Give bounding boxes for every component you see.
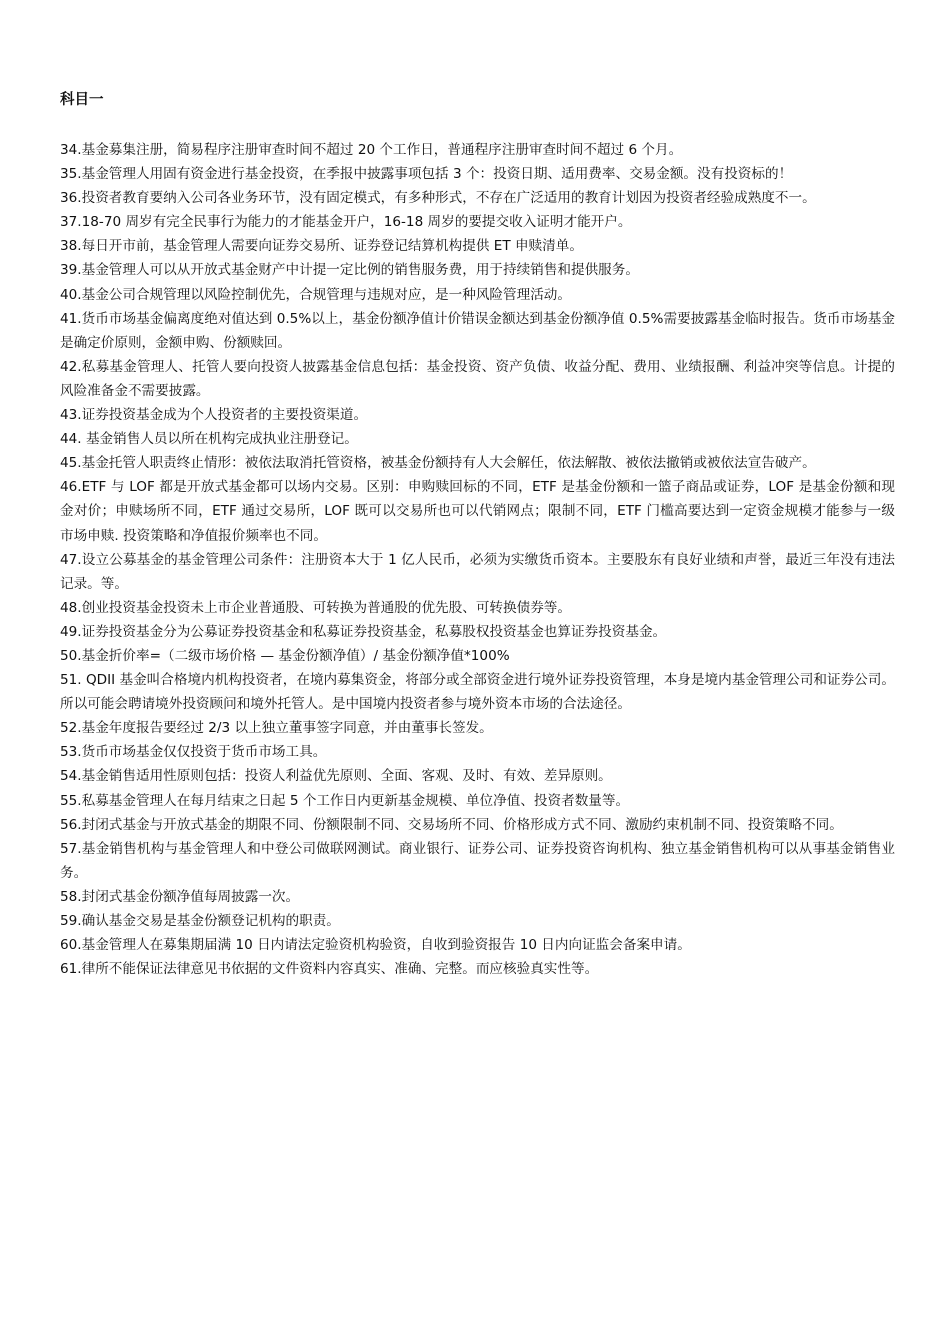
list-item: 42.私募基金管理人、托管人要向投资人披露基金信息包括：基金投资、资产负债、收益分配、费用、业绩报酬、利益冲突等信息。计提的风险准备金不需要披露。 [60,358,895,399]
list-item: 34.基金募集注册，简易程序注册审查时间不超过 20 个工作日，普通程序注册审查时间不超过 6 个月。 [60,142,683,158]
list-item: 41.货币市场基金偏离度绝对值达到 0.5%以上，基金份额净值计价错误金额达到基金份额净值 0.5%需要披露基金临时报告。货币市场基金是确定价原则，金额申购、份额赎回。 [60,310,895,351]
list-item: 50.基金折价率=（二级市场价格 — 基金份额净值）/ 基金份额净值*100% [60,647,510,664]
list-item: 36.投资者教育要纳入公司各业务环节，没有固定模式，有多种形式，不存在广泛适用的教育计划因为投资者经验成熟度不一。 [60,190,816,207]
list-item: 51. QDII 基金叫合格境内机构投资者，在境内募集资金，将部分或全部资金进行境外证券投资管理，本身是境内基金管理公司和证券公司。所以可能会聘请境外投资顾问和境外托管人。是中国境内投资者参与境外资本市场的合法途径。 [60,672,895,713]
section-heading: 科目一 [60,92,104,108]
list-item: 44. 基金销售人员以所在机构完成执业注册登记。 [60,431,358,448]
list-item: 59.确认基金交易是基金份额登记机构的职责。 [60,913,340,929]
list-item: 49.证券投资基金分为公募证券投资基金和私募证券投资基金，私募股权投资基金也算证券投资基金。 [60,623,667,640]
list-item: 58.封闭式基金份额净值每周披露一次。 [60,888,300,905]
list-item: 40.基金公司合规管理以风险控制优先，合规管理与违规对应，是一种风险管理活动。 [60,286,571,303]
list-item: 39.基金管理人可以从开放式基金财产中计提一定比例的销售服务费，用于持续销售和提供服务。 [60,262,639,279]
list-item: 46.ETF 与 LOF 都是开放式基金都可以场内交易。区别：申购赎回标的不同，ETF 是基金份额和一篮子商品或证券，LOF 是基金份额和现金对价；申赎场所不同，ETF 通过交易所，LOF 既可以交易所也可以代销网点；限制不同，ETF 门槛高要达到一定资金规模才能参与一级市场申赎. 投资策略和净值报价频率也不同。 [60,479,895,544]
list-item: 52.基金年度报告要经过 2/3 以上独立董事签字同意，并由董事长签发。 [60,720,493,737]
list-item: 45.基金托管人职责终止情形：被依法取消托管资格，被基金份额持有人大会解任，依法解散、被依法撤销或被依法宣告破产。 [60,455,816,472]
list-item: 43.证券投资基金成为个人投资者的主要投资渠道。 [60,407,368,424]
list-item: 60.基金管理人在募集期届满 10 日内请法定验资机构验资，自收到验资报告 10 日内向证监会备案申请。 [60,937,691,954]
list-item: 61.律所不能保证法律意见书依据的文件资料内容真实、准确、完整。而应核验真实性等。 [60,961,599,978]
list-item: 57.基金销售机构与基金管理人和中登公司做联网测试。商业银行、证券公司、证券投资咨询机构、独立基金销售机构可以从事基金销售业务。 [60,840,895,881]
list-item: 54.基金销售适用性原则包括：投资人利益优先原则、全面、客观、及时、有效、差异原则。 [60,768,612,785]
list-item: 55.私募基金管理人在每月结束之日起 5 个工作日内更新基金规模、单位净值、投资者数量等。 [60,792,630,809]
list-item: 38.每日开市前，基金管理人需要向证券交易所、证券登记结算机构提供 ET 申赎清单。 [60,238,583,255]
list-item: 47.设立公募基金的基金管理公司条件：注册资本大于 1 亿人民币，必须为实缴货币资本。主要股东有良好业绩和声誉，最近三年没有违法记录。等。 [60,551,895,592]
item-list [60,138,895,981]
list-item: 53.货币市场基金仅仅投资于货币市场工具。 [60,744,327,761]
list-item: 48.创业投资基金投资未上市企业普通股、可转换为普通股的优先股、可转换债券等。 [60,599,571,616]
list-item: 37.18-70 周岁有完全民事行为能力的才能基金开户，16-18 周岁的要提交收入证明才能开户。 [60,214,632,231]
list-item: 35.基金管理人用固有资金进行基金投资，在季报中披露事项包括 3 个：投资日期、适用费率、交易金额。没有投资标的！ [60,166,793,183]
list-item: 56.封闭式基金与开放式基金的期限不同、份额限制不同、交易场所不同、价格形成方式不同、激励约束机制不同、投资策略不同。 [60,816,843,833]
